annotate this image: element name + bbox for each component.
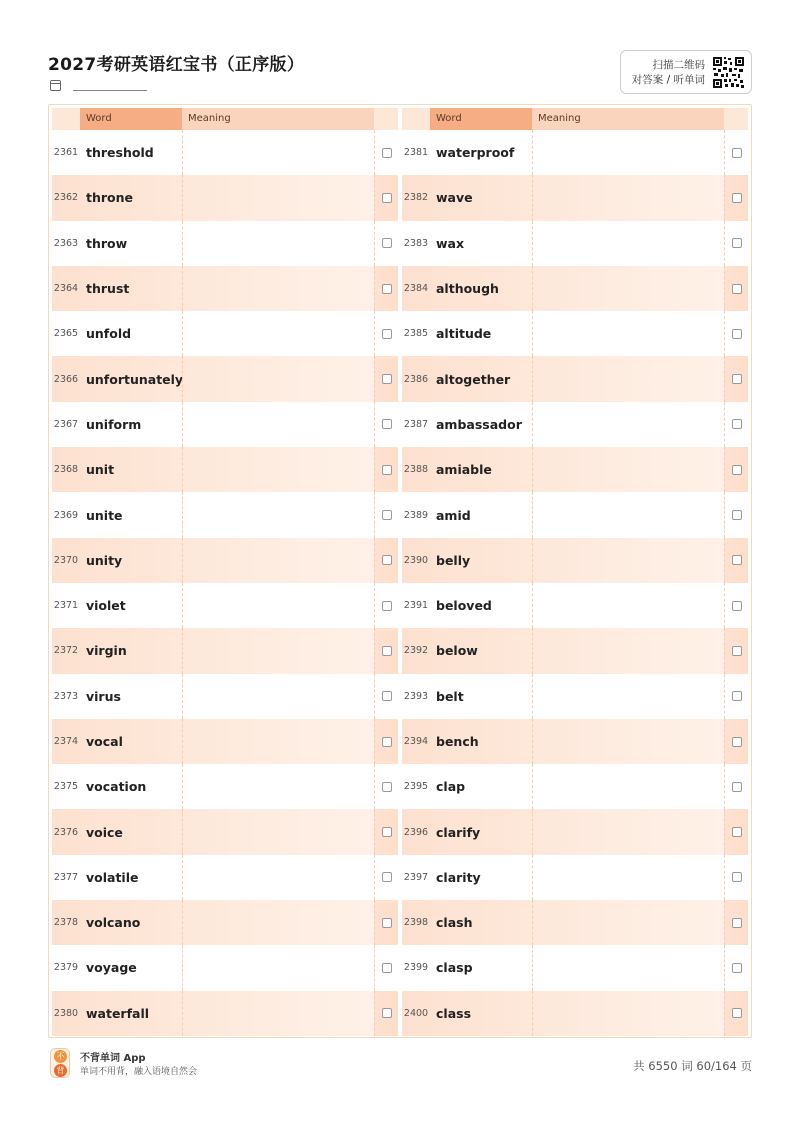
word-text: uniform bbox=[86, 416, 142, 432]
meaning-cell[interactable] bbox=[532, 945, 724, 990]
check-cell[interactable] bbox=[374, 221, 398, 266]
check-cell[interactable] bbox=[374, 266, 398, 311]
meaning-cell[interactable] bbox=[532, 311, 724, 356]
header-word: Word bbox=[430, 108, 532, 130]
word-text: volatile bbox=[86, 869, 139, 885]
table-row bbox=[402, 764, 748, 809]
word-text: throne bbox=[86, 190, 134, 206]
checkbox-icon[interactable] bbox=[382, 419, 392, 429]
table-row bbox=[402, 266, 748, 311]
left-column bbox=[52, 108, 398, 1034]
checkbox-icon[interactable] bbox=[382, 872, 392, 882]
page-footer bbox=[48, 1046, 752, 1086]
app-logo-icon bbox=[50, 1048, 70, 1078]
meaning-cell[interactable] bbox=[532, 764, 724, 809]
table-row bbox=[402, 311, 748, 356]
word-number: 2373 bbox=[53, 690, 79, 702]
check-cell[interactable] bbox=[374, 991, 398, 1036]
check-cell[interactable] bbox=[374, 809, 398, 854]
table-row bbox=[52, 855, 398, 900]
table-row bbox=[402, 583, 748, 628]
check-cell[interactable] bbox=[724, 764, 748, 809]
checkbox-icon[interactable] bbox=[382, 827, 392, 837]
word-number: 2381 bbox=[403, 147, 429, 159]
checkbox-icon[interactable] bbox=[732, 374, 742, 384]
table-row bbox=[52, 764, 398, 809]
meaning-cell[interactable] bbox=[532, 175, 724, 220]
qr-caption bbox=[632, 58, 705, 88]
calendar-icon bbox=[50, 80, 61, 91]
checkbox-icon[interactable] bbox=[732, 465, 742, 475]
table-row bbox=[52, 674, 398, 719]
check-cell[interactable] bbox=[724, 583, 748, 628]
check-cell[interactable] bbox=[724, 175, 748, 220]
qr-caption-line2: 对答案 / 听单词 bbox=[631, 74, 705, 86]
check-cell[interactable] bbox=[374, 719, 398, 764]
word-text: unit bbox=[86, 462, 115, 478]
meaning-cell[interactable] bbox=[532, 356, 724, 401]
meaning-cell[interactable] bbox=[532, 447, 724, 492]
meaning-cell[interactable] bbox=[182, 628, 374, 673]
word-text: waterfall bbox=[86, 1005, 150, 1021]
word-text: ambassador bbox=[436, 416, 522, 432]
word-text: voice bbox=[86, 824, 123, 840]
word-text: clap bbox=[436, 779, 466, 795]
check-cell[interactable] bbox=[374, 764, 398, 809]
word-text: bench bbox=[436, 734, 479, 749]
meaning-cell[interactable] bbox=[532, 266, 724, 311]
checkbox-icon[interactable] bbox=[732, 238, 742, 248]
word-number: 2391 bbox=[403, 600, 429, 612]
checkbox-icon[interactable] bbox=[382, 374, 392, 384]
table-row bbox=[402, 855, 748, 900]
checkbox-icon[interactable] bbox=[732, 646, 742, 656]
meaning-cell[interactable] bbox=[182, 764, 374, 809]
word-number: 2386 bbox=[403, 373, 429, 385]
check-cell[interactable] bbox=[724, 674, 748, 719]
word-number: 2394 bbox=[403, 736, 429, 747]
checkbox-icon[interactable] bbox=[732, 963, 742, 973]
word-text: clasp bbox=[436, 960, 473, 976]
word-number: 2380 bbox=[53, 1007, 79, 1019]
checkbox-icon[interactable] bbox=[732, 419, 742, 429]
meaning-cell[interactable] bbox=[532, 719, 724, 764]
word-number: 2364 bbox=[53, 283, 79, 295]
check-cell[interactable] bbox=[374, 945, 398, 990]
word-text: unite bbox=[86, 507, 123, 523]
right-rows bbox=[402, 130, 748, 1036]
word-number: 2393 bbox=[403, 690, 429, 702]
table-row bbox=[52, 583, 398, 628]
checkbox-icon[interactable] bbox=[382, 329, 392, 339]
checkbox-icon[interactable] bbox=[732, 1008, 742, 1018]
check-cell[interactable] bbox=[724, 945, 748, 990]
word-number: 2396 bbox=[403, 826, 429, 838]
page-header bbox=[48, 48, 752, 96]
table-row bbox=[52, 492, 398, 537]
word-text: clarify bbox=[436, 824, 481, 840]
word-number: 2388 bbox=[403, 464, 429, 476]
word-text: beloved bbox=[436, 598, 492, 614]
meaning-cell[interactable] bbox=[182, 719, 374, 764]
meaning-cell[interactable] bbox=[182, 855, 374, 900]
table-row bbox=[402, 945, 748, 990]
word-text: clash bbox=[436, 915, 473, 931]
word-text: voyage bbox=[86, 960, 137, 976]
word-number: 2363 bbox=[53, 237, 79, 249]
meaning-cell[interactable] bbox=[182, 311, 374, 356]
meaning-cell[interactable] bbox=[532, 492, 724, 537]
word-number: 2398 bbox=[403, 917, 429, 929]
checkbox-icon[interactable] bbox=[732, 782, 742, 792]
check-cell[interactable] bbox=[724, 221, 748, 266]
table-row bbox=[402, 402, 748, 447]
header-meaning: Meaning bbox=[182, 108, 374, 130]
checkbox-icon[interactable] bbox=[382, 555, 392, 565]
meaning-cell[interactable] bbox=[532, 583, 724, 628]
word-text: unity bbox=[86, 552, 123, 568]
word-number: 2368 bbox=[53, 464, 79, 476]
table-row bbox=[52, 719, 398, 764]
checkbox-icon[interactable] bbox=[732, 827, 742, 837]
table-row bbox=[402, 356, 748, 401]
checkbox-icon[interactable] bbox=[382, 193, 392, 203]
check-cell[interactable] bbox=[724, 447, 748, 492]
left-rows bbox=[52, 130, 398, 1036]
word-number: 2378 bbox=[53, 917, 79, 929]
check-cell[interactable] bbox=[374, 447, 398, 492]
word-number: 2374 bbox=[53, 736, 79, 747]
table-row bbox=[402, 538, 748, 583]
date-input-line[interactable] bbox=[73, 81, 147, 91]
check-cell[interactable] bbox=[724, 130, 748, 175]
word-text: threshold bbox=[86, 145, 154, 161]
app-name: 不背单词 App bbox=[80, 1053, 146, 1064]
checkbox-icon[interactable] bbox=[382, 737, 392, 747]
word-text: belt bbox=[436, 688, 464, 704]
check-cell[interactable] bbox=[374, 311, 398, 356]
word-number: 2369 bbox=[53, 509, 79, 521]
table-row bbox=[52, 402, 398, 447]
word-number: 2367 bbox=[53, 418, 79, 430]
word-number: 2372 bbox=[53, 645, 79, 657]
meaning-cell[interactable] bbox=[182, 538, 374, 583]
meaning-cell[interactable] bbox=[182, 809, 374, 854]
checkbox-icon[interactable] bbox=[382, 782, 392, 792]
meaning-cell[interactable] bbox=[532, 538, 724, 583]
word-text: although bbox=[436, 281, 499, 297]
meaning-cell[interactable] bbox=[532, 130, 724, 175]
checkbox-icon[interactable] bbox=[382, 1008, 392, 1018]
check-cell[interactable] bbox=[724, 356, 748, 401]
table-row bbox=[402, 809, 748, 854]
word-text: virus bbox=[86, 688, 121, 704]
column-header bbox=[52, 108, 398, 130]
table-row bbox=[52, 311, 398, 356]
page-count: 共 6550 词 60/164 页 bbox=[633, 1059, 752, 1073]
word-text: volcano bbox=[86, 915, 141, 931]
table-row bbox=[402, 130, 748, 175]
table-row bbox=[52, 809, 398, 854]
check-cell[interactable] bbox=[724, 628, 748, 673]
word-number: 2382 bbox=[403, 192, 429, 204]
meaning-cell[interactable] bbox=[532, 674, 724, 719]
meaning-cell[interactable] bbox=[532, 402, 724, 447]
word-number: 2384 bbox=[403, 283, 429, 295]
checkbox-icon[interactable] bbox=[732, 148, 742, 158]
word-number: 2399 bbox=[403, 962, 429, 974]
checkbox-icon[interactable] bbox=[732, 510, 742, 520]
word-text: below bbox=[436, 643, 478, 659]
checkbox-icon[interactable] bbox=[732, 284, 742, 294]
table-row bbox=[402, 447, 748, 492]
column-header bbox=[402, 108, 748, 130]
word-text: clarity bbox=[436, 869, 481, 885]
checkbox-icon[interactable] bbox=[382, 691, 392, 701]
meaning-cell[interactable] bbox=[182, 266, 374, 311]
check-cell[interactable] bbox=[724, 809, 748, 854]
meaning-cell[interactable] bbox=[532, 628, 724, 673]
header-check-cell bbox=[374, 108, 398, 130]
word-text: virgin bbox=[86, 643, 127, 659]
checkbox-icon[interactable] bbox=[382, 148, 392, 158]
check-cell[interactable] bbox=[374, 175, 398, 220]
checkbox-icon[interactable] bbox=[382, 963, 392, 973]
word-number: 2366 bbox=[53, 373, 79, 385]
word-text: vocal bbox=[86, 734, 123, 749]
word-text: waterproof bbox=[436, 145, 515, 161]
table-row bbox=[402, 175, 748, 220]
word-number: 2365 bbox=[53, 328, 79, 340]
checkbox-icon[interactable] bbox=[732, 918, 742, 928]
check-cell[interactable] bbox=[374, 900, 398, 945]
check-cell[interactable] bbox=[724, 855, 748, 900]
check-cell[interactable] bbox=[724, 719, 748, 764]
check-cell[interactable] bbox=[724, 402, 748, 447]
header-number-cell bbox=[52, 108, 80, 130]
table-row bbox=[402, 719, 748, 764]
meaning-cell[interactable] bbox=[532, 809, 724, 854]
checkbox-icon[interactable] bbox=[732, 193, 742, 203]
word-number: 2385 bbox=[403, 328, 429, 340]
check-cell[interactable] bbox=[724, 900, 748, 945]
word-text: vocation bbox=[86, 779, 147, 795]
checkbox-icon[interactable] bbox=[382, 646, 392, 656]
table-row bbox=[402, 674, 748, 719]
word-text: altitude bbox=[436, 326, 492, 342]
check-cell[interactable] bbox=[374, 628, 398, 673]
meaning-cell[interactable] bbox=[182, 221, 374, 266]
header-number-cell bbox=[402, 108, 430, 130]
check-cell[interactable] bbox=[374, 583, 398, 628]
header-meaning: Meaning bbox=[532, 108, 724, 130]
page-title: 2027考研英语红宝书（正序版） bbox=[48, 55, 305, 75]
checkbox-icon[interactable] bbox=[732, 601, 742, 611]
checkbox-icon[interactable] bbox=[382, 465, 392, 475]
table-row bbox=[52, 538, 398, 583]
table-row bbox=[402, 221, 748, 266]
word-number: 2389 bbox=[403, 509, 429, 521]
word-text: amid bbox=[436, 507, 471, 523]
check-cell[interactable] bbox=[374, 855, 398, 900]
check-cell[interactable] bbox=[374, 130, 398, 175]
word-text: wax bbox=[436, 235, 465, 251]
qr-caption-line1: 扫描二维码 bbox=[652, 59, 705, 71]
word-number: 2379 bbox=[53, 962, 79, 974]
check-cell[interactable] bbox=[724, 311, 748, 356]
table-row bbox=[402, 900, 748, 945]
table-row bbox=[52, 221, 398, 266]
meaning-cell[interactable] bbox=[182, 945, 374, 990]
app-slogan: 单词不用背，融入语境自然会 bbox=[80, 1067, 198, 1077]
table-row bbox=[402, 991, 748, 1036]
table-row bbox=[52, 266, 398, 311]
word-number: 2390 bbox=[403, 554, 429, 566]
word-number: 2383 bbox=[403, 237, 429, 249]
table-row bbox=[52, 945, 398, 990]
checkbox-icon[interactable] bbox=[732, 555, 742, 565]
word-number: 2392 bbox=[403, 645, 429, 657]
checkbox-icon[interactable] bbox=[382, 238, 392, 248]
qr-code-icon[interactable] bbox=[712, 56, 745, 89]
date-row bbox=[50, 80, 147, 91]
table-row bbox=[52, 628, 398, 673]
word-number: 2361 bbox=[53, 147, 79, 159]
table-row bbox=[52, 356, 398, 401]
qr-panel[interactable] bbox=[620, 50, 752, 94]
word-number: 2371 bbox=[53, 600, 79, 612]
meaning-cell[interactable] bbox=[182, 492, 374, 537]
meaning-cell[interactable] bbox=[532, 855, 724, 900]
table-row bbox=[52, 175, 398, 220]
word-number: 2375 bbox=[53, 781, 79, 793]
word-number: 2377 bbox=[53, 871, 79, 883]
check-cell[interactable] bbox=[724, 266, 748, 311]
word-text: violet bbox=[86, 598, 126, 614]
word-number: 2370 bbox=[53, 554, 79, 566]
header-check-cell bbox=[724, 108, 748, 130]
check-cell[interactable] bbox=[374, 492, 398, 537]
checkbox-icon[interactable] bbox=[732, 872, 742, 882]
check-cell[interactable] bbox=[374, 538, 398, 583]
header-word: Word bbox=[80, 108, 182, 130]
check-cell[interactable] bbox=[724, 991, 748, 1036]
word-number: 2362 bbox=[53, 192, 79, 204]
checkbox-icon[interactable] bbox=[732, 737, 742, 747]
word-text: class bbox=[436, 1005, 472, 1021]
word-text: belly bbox=[436, 552, 471, 568]
word-text: unfold bbox=[86, 326, 132, 342]
table-row bbox=[402, 492, 748, 537]
table-row bbox=[402, 628, 748, 673]
word-text: unfortunately bbox=[86, 371, 184, 387]
word-number: 2397 bbox=[403, 871, 429, 883]
right-column bbox=[402, 108, 748, 1034]
meaning-cell[interactable] bbox=[532, 221, 724, 266]
vocabulary-sheet bbox=[48, 104, 752, 1038]
check-cell[interactable] bbox=[724, 538, 748, 583]
check-cell[interactable] bbox=[724, 492, 748, 537]
logo-char-bottom: 背 bbox=[54, 1064, 67, 1077]
meaning-cell[interactable] bbox=[182, 130, 374, 175]
word-text: amiable bbox=[436, 462, 492, 478]
meaning-cell[interactable] bbox=[182, 356, 374, 401]
word-number: 2395 bbox=[403, 781, 429, 793]
meaning-cell[interactable] bbox=[182, 674, 374, 719]
word-number: 2376 bbox=[53, 826, 79, 838]
checkbox-icon[interactable] bbox=[732, 329, 742, 339]
meaning-cell[interactable] bbox=[182, 900, 374, 945]
word-text: thrust bbox=[86, 281, 130, 297]
checkbox-icon[interactable] bbox=[732, 691, 742, 701]
table-row bbox=[52, 991, 398, 1036]
table-row bbox=[52, 447, 398, 492]
checkbox-icon[interactable] bbox=[382, 601, 392, 611]
check-cell[interactable] bbox=[374, 674, 398, 719]
meaning-cell[interactable] bbox=[532, 991, 724, 1036]
word-text: altogether bbox=[436, 371, 511, 387]
checkbox-icon[interactable] bbox=[382, 510, 392, 520]
meaning-cell[interactable] bbox=[182, 583, 374, 628]
meaning-cell[interactable] bbox=[182, 402, 374, 447]
table-row bbox=[52, 900, 398, 945]
word-text: throw bbox=[86, 235, 128, 251]
meaning-cell[interactable] bbox=[182, 991, 374, 1036]
meaning-cell[interactable] bbox=[182, 175, 374, 220]
checkbox-icon[interactable] bbox=[382, 284, 392, 294]
meaning-cell[interactable] bbox=[182, 447, 374, 492]
word-number: 2387 bbox=[403, 418, 429, 430]
meaning-cell[interactable] bbox=[532, 900, 724, 945]
word-text: wave bbox=[436, 190, 473, 206]
table-row bbox=[52, 130, 398, 175]
check-cell[interactable] bbox=[374, 402, 398, 447]
word-number: 2400 bbox=[403, 1007, 429, 1019]
logo-char-top: 不 bbox=[54, 1050, 67, 1063]
check-cell[interactable] bbox=[374, 356, 398, 401]
checkbox-icon[interactable] bbox=[382, 918, 392, 928]
